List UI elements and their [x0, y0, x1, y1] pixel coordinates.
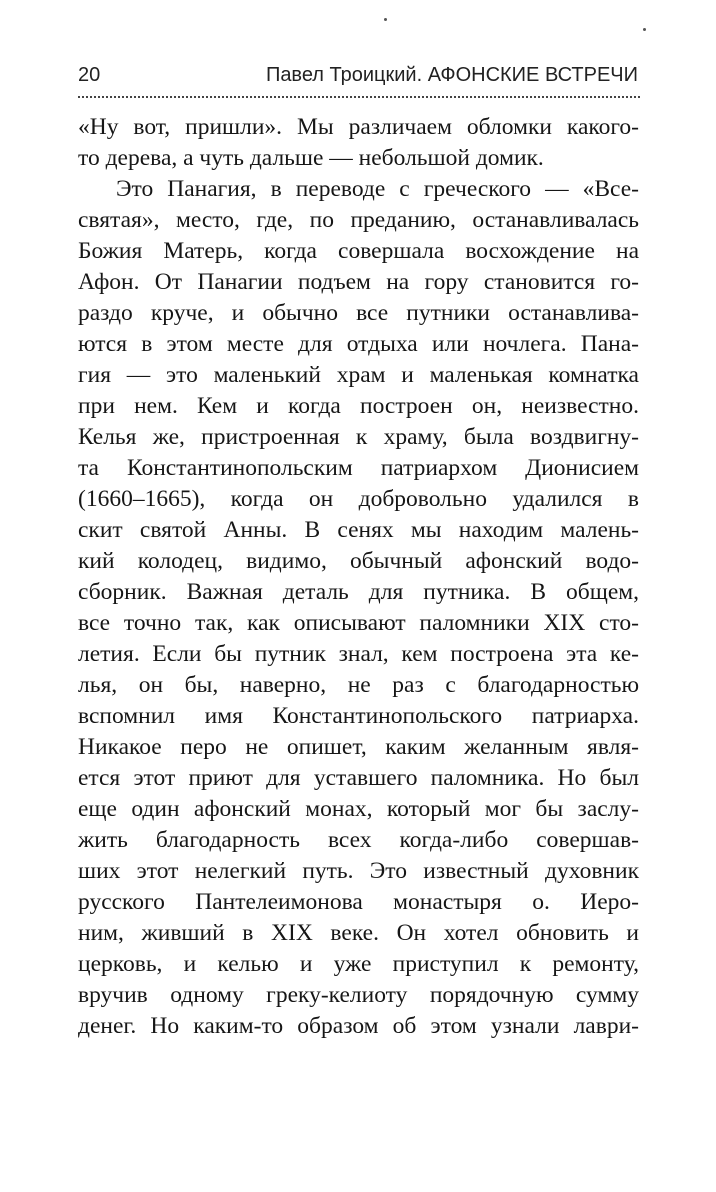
text-line: Никакое перо не опишет, каким желанным явля-	[78, 734, 639, 760]
text-line: летия. Если бы путник знал, кем построена эта ке-	[78, 641, 639, 667]
text-line: лья, он бы, наверно, не раз с благодарностью	[78, 672, 639, 698]
text-line: (1660–1665), когда он добровольно удалился в	[78, 486, 639, 512]
scan-speck	[384, 18, 387, 21]
body-text	[78, 112, 639, 1042]
text-line: сборник. Важная деталь для путника. В общем,	[78, 579, 639, 605]
text-line: русского Пантелеимонова монастыря о. Иеро-	[78, 889, 639, 915]
text-line: еще один афонский монах, который мог бы заслу-	[78, 796, 639, 822]
text-line: вспомнил имя Константинопольского патриарха.	[78, 703, 639, 729]
text-line: та Константинопольским патриархом Дионисием	[78, 455, 639, 481]
text-line: Афон. От Панагии подъем на гору становится го-	[78, 269, 639, 295]
text-line: денег. Но каким-то образом об этом узнали лаври-	[78, 1013, 639, 1039]
text-line: при нем. Кем и когда построен он, неизвестно.	[78, 393, 639, 419]
scan-speck	[643, 28, 646, 31]
text-line: то дерева, а чуть дальше — небольшой домик.	[78, 145, 544, 171]
text-line: скит святой Анны. В сенях мы находим малень-	[78, 517, 639, 543]
text-line: ним, живший в XIX веке. Он хотел обновить и	[78, 920, 639, 946]
text-line: гия — это маленький храм и маленькая комнатка	[78, 362, 639, 388]
text-line: «Ну вот, пришли». Мы различаем обломки какого-	[78, 114, 639, 140]
page-header	[78, 64, 638, 94]
text-line: раздо круче, и обычно все путники останавлива-	[78, 300, 639, 326]
text-line: кий колодец, видимо, обычный афонский водо-	[78, 548, 639, 574]
text-line: все точно так, как описывают паломники XIX сто-	[78, 610, 639, 636]
header-rule	[78, 96, 640, 98]
running-head: Павел Троицкий. АФОНСКИЕ ВСТРЕЧИ	[265, 64, 638, 86]
text-line: Божия Матерь, когда совершала восхождение на	[78, 238, 639, 264]
paragraph-start-line: Это Панагия, в переводе с греческого — «Все-	[116, 176, 639, 202]
text-line: церковь, и келью и уже приступил к ремонту,	[78, 951, 639, 977]
text-line: святая», место, где, по преданию, останавливалась	[78, 207, 639, 233]
text-line: Келья же, пристроенная к храму, была воздвигну-	[78, 424, 639, 450]
text-line: ших этот нелегкий путь. Это известный духовник	[78, 858, 639, 884]
text-line: жить благодарность всех когда-либо совершав-	[78, 827, 639, 853]
text-line: ются в этом месте для отдыха или ночлега. Пана-	[78, 331, 639, 357]
page-number: 20	[78, 64, 101, 86]
text-line: вручив одному греку-келиоту порядочную сумму	[78, 982, 639, 1008]
text-line: ется этот приют для уставшего паломника. Но был	[78, 765, 639, 791]
